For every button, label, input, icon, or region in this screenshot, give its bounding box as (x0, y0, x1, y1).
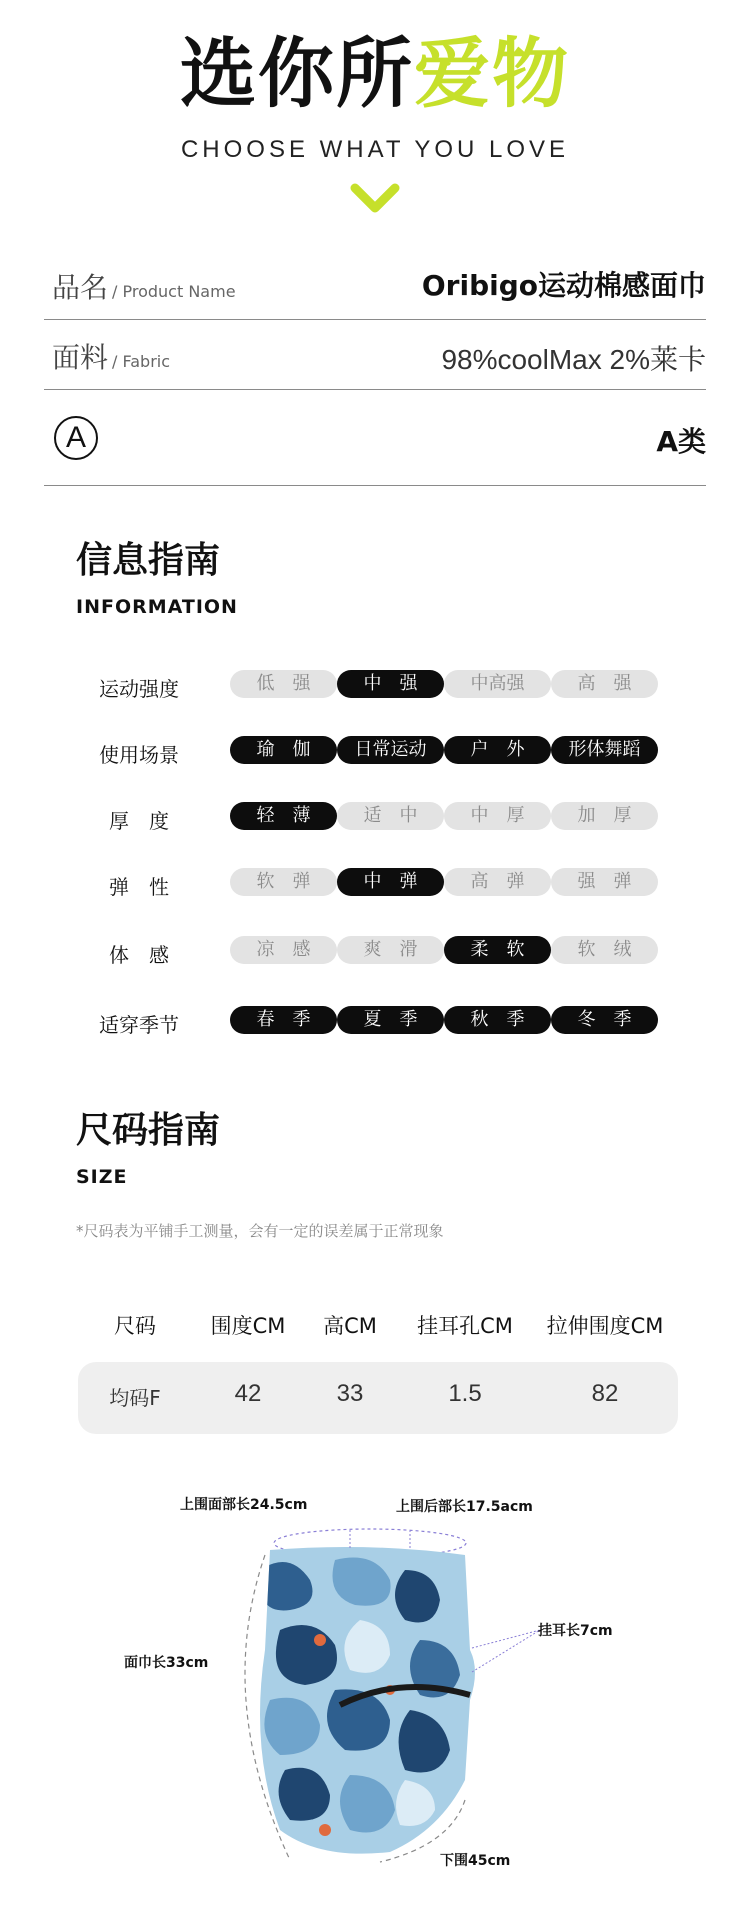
option-pill: 轻 薄 (230, 802, 337, 830)
info-row (86, 670, 656, 700)
info-row-label: 弹 性 (109, 875, 169, 899)
option-pill: 加 厚 (551, 802, 658, 830)
size-cell: 82 (591, 1380, 619, 1407)
option-pill: 低 强 (230, 670, 337, 698)
option-pill: 冬 季 (551, 1006, 658, 1034)
product-diagram (120, 1497, 640, 1880)
product-name-label-en: / Product Name (112, 282, 236, 301)
chevron-down-icon (349, 180, 401, 220)
fabric-label: 面料 / Fabric (52, 341, 171, 374)
info-options (230, 736, 658, 764)
option-pill: 适 中 (337, 802, 444, 830)
size-cell: 均码F (109, 1386, 161, 1410)
info-row-label: 运动强度 (99, 677, 179, 701)
option-pill: 爽 滑 (337, 936, 444, 964)
option-pill: 高 弹 (444, 868, 551, 896)
option-pill: 柔 软 (444, 936, 551, 964)
label-length: 面巾长33cm (124, 1655, 209, 1671)
info-options (230, 1006, 658, 1034)
grade-a-icon: A (54, 416, 98, 460)
info-row-label: 适穿季节 (99, 1013, 179, 1037)
title-black: 选你所 (180, 29, 414, 118)
size-title: 尺码指南 (76, 1110, 221, 1151)
size-cell: 42 (234, 1380, 262, 1407)
option-pill: 瑜 伽 (230, 736, 337, 764)
option-pill: 中 厚 (444, 802, 551, 830)
page-title (0, 26, 750, 122)
size-header-cell: 尺码 (114, 1314, 156, 1338)
option-pill: 软 弹 (230, 868, 337, 896)
spec-row-fabric (44, 320, 706, 390)
info-row (86, 802, 656, 832)
option-pill: 中 强 (337, 670, 444, 698)
product-name-value: Oribigo运动棉感面巾 (421, 269, 706, 302)
label-top-front: 上围面部长24.5cm (180, 1497, 308, 1513)
info-row (86, 736, 656, 766)
label-bottom: 下围45cm (440, 1853, 511, 1869)
label-ear-loop: 挂耳长7cm (538, 1623, 613, 1639)
fabric-value: 98%coolMax 2%莱卡 (441, 344, 706, 375)
info-row-label: 厚 度 (109, 809, 169, 833)
info-row (86, 1006, 656, 1036)
info-options (230, 868, 658, 896)
size-table-header (0, 1310, 750, 1340)
info-options (230, 670, 658, 698)
option-pill: 高 强 (551, 670, 658, 698)
info-title-en: INFORMATION (76, 596, 238, 618)
product-name-label: 品名 / Product Name (52, 271, 236, 304)
option-pill: 软 绒 (551, 936, 658, 964)
size-note: *尺码表为平铺手工测量，会有一定的误差属于正常现象 (76, 1222, 444, 1240)
option-pill: 户 外 (444, 736, 551, 764)
info-options (230, 936, 658, 964)
size-header-cell: 拉伸围度CM (546, 1314, 664, 1338)
info-title: 信息指南 (76, 540, 221, 581)
page-subtitle: CHOOSE WHAT YOU LOVE (180, 136, 570, 163)
option-pill: 中 弹 (337, 868, 444, 896)
option-pill: 春 季 (230, 1006, 337, 1034)
label-top-back: 上围后部长17.5acm (396, 1499, 533, 1515)
spec-row-product (44, 250, 706, 320)
info-row (86, 936, 656, 966)
size-cell: 1.5 (448, 1380, 482, 1407)
option-pill: 凉 感 (230, 936, 337, 964)
info-options (230, 802, 658, 830)
option-pill: 强 弹 (551, 868, 658, 896)
gaiter-illustration (120, 1500, 640, 1880)
info-row-label: 体 感 (109, 943, 169, 967)
info-row (86, 868, 656, 898)
size-header-cell: 围度CM (210, 1314, 286, 1338)
option-pill: 夏 季 (337, 1006, 444, 1034)
size-title-en: SIZE (76, 1166, 128, 1188)
option-pill: 秋 季 (444, 1006, 551, 1034)
size-cell: 33 (336, 1380, 364, 1407)
size-header-cell: 挂耳孔CM (417, 1314, 513, 1338)
info-row-label: 使用场景 (99, 743, 179, 767)
size-header-cell: 高CM (323, 1314, 377, 1338)
option-pill: 日常运动 (337, 736, 444, 764)
fabric-label-en: / Fabric (112, 352, 171, 371)
option-pill: 中高强 (444, 670, 551, 698)
grade-value: A类 (656, 425, 706, 458)
option-pill: 形体舞蹈 (551, 736, 658, 764)
spec-row-grade (44, 390, 706, 486)
title-green: 爱物 (414, 29, 570, 118)
